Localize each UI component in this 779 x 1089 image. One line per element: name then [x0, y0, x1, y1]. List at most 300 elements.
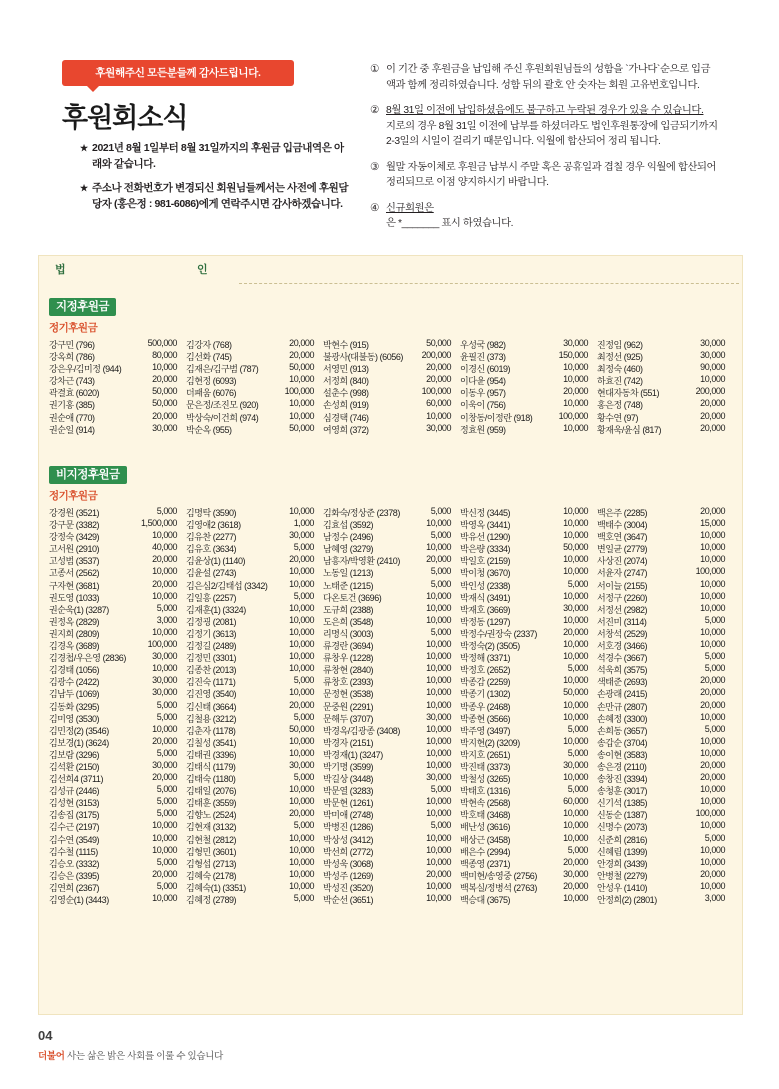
- donor-name: 안경희 (3439): [597, 858, 648, 869]
- donor-entry: [460, 615, 593, 627]
- donor-name: 강정숙 (3429): [49, 532, 100, 543]
- donor-entry: [597, 615, 730, 627]
- donor-entry: [49, 712, 182, 724]
- donor-amount: 10,000: [563, 699, 588, 710]
- donor-amount: 30,000: [563, 759, 588, 770]
- donor-amount: 30,000: [289, 759, 314, 770]
- donor-name: 박은량 (3334): [460, 544, 511, 555]
- donor-name: 권순일 (914): [49, 424, 95, 435]
- donor-name: 곽결효 (6020): [49, 388, 100, 399]
- donor-name: 김현철 (2812): [186, 834, 237, 845]
- donor-amount: 200,000: [695, 386, 725, 397]
- donor-name: 김향노 (2524): [186, 810, 237, 821]
- donor-entry: [460, 712, 593, 724]
- donor-entry: [49, 338, 182, 350]
- donor-amount: 10,000: [426, 614, 451, 625]
- donor-entry: [323, 663, 456, 675]
- donor-amount: 20,000: [426, 868, 451, 879]
- donor-entry: [323, 350, 456, 362]
- donor-entry: [323, 591, 456, 603]
- donor-amount: 10,000: [700, 844, 725, 855]
- donor-amount: 30,000: [426, 772, 451, 783]
- donor-name: 김선희4 (3711): [49, 774, 103, 785]
- donor-amount: 90,000: [700, 362, 725, 373]
- donor-name: 문해두 (3707): [323, 713, 374, 724]
- donor-entry: [49, 760, 182, 772]
- donor-entry: [186, 542, 319, 554]
- donor-entry: [460, 506, 593, 518]
- donor-entry: [323, 566, 456, 578]
- donor-name: 신준희 (2816): [597, 834, 648, 845]
- donor-entry: [49, 398, 182, 410]
- right-note-underlined: 신규회원은: [386, 202, 434, 214]
- donor-entry: [597, 627, 730, 639]
- donor-amount: 10,000: [563, 675, 588, 686]
- donor-amount: 10,000: [700, 639, 725, 650]
- donor-amount: 10,000: [700, 856, 725, 867]
- donor-name: 남흥자/박영환 (2410): [323, 556, 400, 567]
- donor-name: 김광수 (2422): [49, 677, 100, 688]
- footer-tagline: [38, 1048, 223, 1062]
- donor-name: 박정수/권장숙 (2337): [460, 628, 537, 639]
- donor-name: 권순애 (770): [49, 412, 95, 423]
- donor-amount: 10,000: [289, 784, 314, 795]
- donor-entry: [597, 663, 730, 675]
- donor-name: 박상성 (3412): [323, 834, 374, 845]
- donor-amount: 10,000: [289, 566, 314, 577]
- donor-name: 배난성 (3616): [460, 822, 511, 833]
- donor-amount: 50,000: [289, 422, 314, 433]
- donor-amount: 10,000: [563, 590, 588, 601]
- donor-entry: [597, 675, 730, 687]
- donor-entry: [460, 675, 593, 687]
- donor-entry: [49, 820, 182, 832]
- left-note: [80, 140, 350, 172]
- donor-entry: [186, 398, 319, 410]
- donor-amount: 60,000: [563, 796, 588, 807]
- donor-name: 박순선 (3651): [323, 895, 374, 905]
- donor-entry: [597, 639, 730, 651]
- donor-name: 김민정(2) (3546): [49, 725, 109, 736]
- donor-entry: [460, 350, 593, 362]
- donor-name: 김미영 (3530): [49, 713, 100, 724]
- donor-name: 노동일 (1213): [323, 568, 374, 579]
- donor-name: 안성우 (1410): [597, 882, 648, 893]
- donor-entry: [323, 374, 456, 386]
- donor-entry: [597, 893, 730, 905]
- donor-entry: [323, 651, 456, 663]
- donor-name: 서영민 (913): [323, 364, 369, 375]
- donor-name: 박현수 (915): [323, 340, 369, 350]
- donor-amount: 10,000: [426, 844, 451, 855]
- donor-name: 김재훈(1) (3324): [186, 604, 246, 615]
- donor-amount: 5,000: [156, 747, 177, 758]
- donor-entry: [49, 627, 182, 639]
- donor-name: 박종감 (2259): [460, 677, 511, 688]
- donor-amount: 10,000: [700, 880, 725, 891]
- donor-entry: [323, 857, 456, 869]
- donor-amount: 80,000: [152, 350, 177, 361]
- donor-amount: 100,000: [558, 410, 588, 421]
- donor-entry: [186, 712, 319, 724]
- donor-entry: [460, 820, 593, 832]
- donor-amount: 10,000: [426, 410, 451, 421]
- tab-law[interactable]: 법: [45, 256, 76, 284]
- donor-name: 여영희 (372): [323, 424, 369, 435]
- section-head-undesignated: 비지정후원금: [49, 466, 127, 484]
- donor-entry: [49, 663, 182, 675]
- donor-amount: 20,000: [289, 554, 314, 565]
- donor-name: 박인성 (2338): [460, 580, 511, 591]
- donor-amount: 10,000: [426, 893, 451, 903]
- donor-amount: 20,000: [700, 868, 725, 879]
- donor-amount: 5,000: [293, 590, 314, 601]
- donor-entry: [49, 869, 182, 881]
- donor-name: 노태준 (1215): [323, 580, 374, 591]
- donor-amount: 10,000: [289, 868, 314, 879]
- donor-amount: 20,000: [563, 386, 588, 397]
- donor-amount: 5,000: [156, 880, 177, 891]
- donor-amount: 10,000: [563, 518, 588, 529]
- donor-entry: [460, 845, 593, 857]
- donor-amount: 10,000: [563, 422, 588, 433]
- donor-entry: [460, 566, 593, 578]
- donor-name: 박주영 (3497): [460, 725, 511, 736]
- right-note: [370, 201, 725, 232]
- donor-amount: 20,000: [426, 374, 451, 385]
- donor-entry: [323, 615, 456, 627]
- donor-entry: [597, 820, 730, 832]
- donor-entry: [186, 579, 319, 591]
- donor-entry: [186, 772, 319, 784]
- donor-column: [460, 338, 593, 435]
- donor-name: 김수연 (3549): [49, 834, 100, 845]
- right-note-line: 지로의 경우 8월 31일 이전에 납부를 하셨더라도 법인후원통장에 입금되기까지: [386, 120, 718, 132]
- donor-amount: 30,000: [700, 338, 725, 348]
- donor-name: 강차근 (743): [49, 376, 95, 387]
- donor-name: 김동화 (3295): [49, 701, 100, 712]
- donor-list-panel: [38, 255, 743, 1015]
- donor-amount: 10,000: [563, 820, 588, 831]
- donor-entry: [49, 386, 182, 398]
- donor-entry: [49, 639, 182, 651]
- donor-name: 서진미 (3114): [597, 616, 647, 627]
- donor-entry: [597, 833, 730, 845]
- donor-entry: [186, 554, 319, 566]
- donor-entry: [460, 772, 593, 784]
- donor-entry: [49, 772, 182, 784]
- donor-entry: [460, 724, 593, 736]
- donor-entry: [460, 411, 593, 423]
- donor-amount: 20,000: [700, 422, 725, 433]
- page-number: 04: [38, 1028, 53, 1043]
- donor-amount: 10,000: [289, 626, 314, 637]
- donor-entry: [49, 808, 182, 820]
- donor-name: 박문열 (3283): [323, 786, 374, 797]
- donor-amount: 20,000: [426, 554, 451, 565]
- donor-name: 김윤설 (2743): [186, 568, 237, 579]
- donor-name: 송청훈 (3017): [597, 786, 648, 797]
- donor-amount: 30,000: [152, 651, 177, 662]
- donor-name: 박성욱 (3068): [323, 858, 374, 869]
- donor-amount: 10,000: [152, 893, 177, 903]
- footer-accent-text: 더불어: [38, 1051, 65, 1062]
- donor-entry: [323, 542, 456, 554]
- donor-amount: 10,000: [426, 880, 451, 891]
- donor-entry: [597, 591, 730, 603]
- donor-entry: [186, 820, 319, 832]
- donor-name: 류창호 (2393): [323, 677, 374, 688]
- donor-name: 리명식 (3003): [323, 628, 374, 639]
- donor-entry: [597, 554, 730, 566]
- donor-name: 남혜영 (3279): [323, 544, 374, 555]
- donor-entry: [597, 881, 730, 893]
- donor-name: 박순옥 (955): [186, 424, 232, 435]
- donor-name: 김진숙 (1171): [186, 677, 236, 688]
- donor-entry: [186, 736, 319, 748]
- donor-entry: [186, 893, 319, 905]
- donor-entry: [49, 579, 182, 591]
- donor-name: 김석환 (2150): [49, 761, 100, 772]
- donor-entry: [597, 724, 730, 736]
- donor-entry: [323, 627, 456, 639]
- donor-entry: [49, 411, 182, 423]
- tab-person[interactable]: 인: [187, 256, 218, 284]
- donor-entry: [323, 687, 456, 699]
- left-notes: [80, 140, 350, 220]
- donor-entry: [597, 857, 730, 869]
- donor-amount: 20,000: [289, 350, 314, 361]
- donor-amount: 5,000: [704, 663, 725, 674]
- left-note-text: 2021년 8월 1일부터 8월 31일까지의 후원금 입금내역은 아래와 같습니다.: [92, 142, 344, 170]
- right-note-underlined: 8월 31일 이전에 납입하셨음에도 불구하고 누락된 경우가 있을 수 있습니다.: [386, 105, 704, 116]
- right-note-number: ②: [370, 105, 379, 116]
- donor-amount: 5,000: [293, 675, 314, 686]
- donor-name: 김유찬 (2277): [186, 532, 237, 543]
- donor-name: 문중원 (2291): [323, 701, 374, 712]
- donor-amount: 10,000: [700, 578, 725, 589]
- donor-entry: [323, 398, 456, 410]
- donor-name: 박기명 (3599): [323, 761, 374, 772]
- donor-name: 배상근 (3458): [460, 834, 511, 845]
- donor-entry: [597, 736, 730, 748]
- donor-entry: [460, 554, 593, 566]
- right-note-number: ③: [370, 161, 379, 173]
- donor-entry: [323, 736, 456, 748]
- donor-amount: 60,000: [426, 398, 451, 409]
- donor-name: 백승대 (3675): [460, 895, 511, 905]
- donor-entry: [323, 338, 456, 350]
- donor-name: 박정해 (3371): [460, 653, 511, 664]
- donor-amount: 10,000: [426, 735, 451, 746]
- donor-amount: 30,000: [152, 687, 177, 698]
- donor-entry: [460, 398, 593, 410]
- donor-name: 서창석 (2529): [597, 628, 648, 639]
- donor-name: 김보람 (3296): [49, 749, 100, 760]
- donor-name: 백미현/송영중 (2756): [460, 870, 537, 881]
- donor-amount: 100,000: [695, 808, 725, 819]
- donor-name: 김형민 (3601): [186, 846, 237, 857]
- donor-amount: 5,000: [567, 663, 588, 674]
- donor-amount: 10,000: [289, 844, 314, 855]
- donor-amount: 30,000: [289, 530, 314, 541]
- donor-entry: [49, 675, 182, 687]
- donor-amount: 50,000: [152, 386, 177, 397]
- donor-name: 김영애2 (3618): [186, 520, 241, 531]
- donor-amount: 5,000: [704, 723, 725, 734]
- donor-entry: [186, 350, 319, 362]
- donor-entry: [49, 423, 182, 435]
- donor-amount: 10,000: [152, 626, 177, 637]
- donor-amount: 10,000: [426, 747, 451, 758]
- donor-amount: 10,000: [426, 663, 451, 674]
- donor-amount: 20,000: [152, 735, 177, 746]
- donor-entry: [186, 338, 319, 350]
- donor-name: 손희동 (3657): [597, 725, 648, 736]
- donor-entry: [323, 506, 456, 518]
- star-icon: ★: [80, 143, 88, 153]
- donor-name: 손혜정 (3300): [597, 713, 648, 724]
- donor-amount: 10,000: [426, 639, 451, 650]
- donor-entry: [460, 639, 593, 651]
- donor-amount: 5,000: [430, 626, 451, 637]
- donor-entry: [186, 808, 319, 820]
- donor-amount: 5,000: [293, 893, 314, 903]
- donor-name: 강옥희 (786): [49, 352, 95, 363]
- donor-entry: [49, 724, 182, 736]
- donor-amount: 10,000: [289, 374, 314, 385]
- donor-entry: [597, 350, 730, 362]
- donor-amount: 5,000: [430, 820, 451, 831]
- donor-amount: 200,000: [421, 350, 451, 361]
- donor-amount: 10,000: [289, 410, 314, 421]
- donor-entry: [460, 518, 593, 530]
- donor-name: 사상진 (2074): [597, 556, 648, 567]
- donor-entry: [186, 796, 319, 808]
- donor-amount: 20,000: [700, 759, 725, 770]
- donor-entry: [323, 639, 456, 651]
- donor-amount: 10,000: [426, 723, 451, 734]
- donor-amount: 10,000: [700, 796, 725, 807]
- donor-amount: 10,000: [426, 687, 451, 698]
- section-sub-undesignated: 정기후원금: [49, 490, 98, 502]
- donor-amount: 20,000: [563, 856, 588, 867]
- donor-name: 김보경(1) (3624): [49, 737, 109, 748]
- donor-entry: [597, 808, 730, 820]
- donor-amount: 10,000: [700, 374, 725, 385]
- donor-column: [597, 506, 730, 905]
- donor-amount: 20,000: [700, 675, 725, 686]
- donor-amount: 50,000: [289, 723, 314, 734]
- donor-name: 김선화 (745): [186, 352, 232, 363]
- donor-amount: 10,000: [563, 554, 588, 565]
- donor-amount: 10,000: [563, 506, 588, 516]
- donor-entry: [597, 712, 730, 724]
- donor-amount: 10,000: [152, 723, 177, 734]
- donor-name: 도은희 (3548): [323, 616, 374, 627]
- donor-entry: [460, 833, 593, 845]
- donor-name: 우성국 (982): [460, 340, 506, 350]
- donor-name: 김춘자 (1178): [186, 725, 236, 736]
- donor-name: 박상숙/이건희 (974): [186, 412, 259, 423]
- donor-entry: [597, 374, 730, 386]
- donor-entry: [49, 374, 182, 386]
- donor-entry: [323, 760, 456, 772]
- donor-entry: [597, 542, 730, 554]
- donor-name: 김경태 (1056): [49, 665, 100, 676]
- donor-name: 박재호 (3669): [460, 604, 511, 615]
- donor-entry: [460, 784, 593, 796]
- donor-amount: 10,000: [289, 651, 314, 662]
- donor-amount: 10,000: [563, 398, 588, 409]
- donor-name: 박병진 (1286): [323, 822, 374, 833]
- donor-name: 강구민 (796): [49, 340, 95, 350]
- donor-entry: [323, 579, 456, 591]
- donor-amount: 10,000: [563, 639, 588, 650]
- donor-amount: 5,000: [430, 784, 451, 795]
- donor-entry: [49, 700, 182, 712]
- donor-amount: 10,000: [563, 735, 588, 746]
- donor-name: 진정임 (962): [597, 340, 643, 350]
- donor-amount: 10,000: [700, 711, 725, 722]
- donor-name: 권정옥 (2829): [49, 616, 100, 627]
- donor-amount: 10,000: [152, 820, 177, 831]
- donor-entry: [49, 542, 182, 554]
- donor-name: 박길상 (3448): [323, 774, 374, 785]
- donor-name: 류창우 (1228): [323, 653, 374, 664]
- donor-name: 권순욱(1) (3287): [49, 604, 109, 615]
- right-note: [370, 103, 725, 150]
- donor-name: 김현정 (6093): [186, 376, 237, 387]
- donor-entry: [597, 566, 730, 578]
- donor-amount: 5,000: [567, 747, 588, 758]
- donor-name: 박정동 (1297): [460, 616, 511, 627]
- donor-entry: [186, 639, 319, 651]
- donor-amount: 30,000: [563, 602, 588, 613]
- donor-amount: 10,000: [563, 614, 588, 625]
- section-sub-designated: 정기후원금: [49, 322, 98, 334]
- donor-name: 김태일 (2076): [186, 786, 237, 797]
- donor-entry: [49, 687, 182, 699]
- donor-amount: 20,000: [426, 362, 451, 373]
- donor-name: 김효섭 (3592): [323, 520, 374, 531]
- donor-name: 서정선 (2982): [597, 604, 648, 615]
- donor-name: 김재은/김구범 (787): [186, 364, 259, 375]
- donor-entry: [323, 724, 456, 736]
- donor-entry: [186, 845, 319, 857]
- donor-amount: 10,000: [563, 362, 588, 373]
- donor-name: 박경자 (2151): [323, 737, 374, 748]
- donor-entry: [460, 362, 593, 374]
- donor-entry: [597, 869, 730, 881]
- donor-name: 송이현 (3583): [597, 749, 648, 760]
- donor-entry: [186, 603, 319, 615]
- donor-entry: [597, 687, 730, 699]
- donor-name: 김정길 (2489): [186, 641, 237, 652]
- donor-entry: [597, 386, 730, 398]
- donor-name: 문정현 (3538): [323, 689, 374, 700]
- donor-amount: 10,000: [289, 832, 314, 843]
- donor-amount: 20,000: [152, 772, 177, 783]
- donor-amount: 5,000: [293, 820, 314, 831]
- donor-entry: [186, 386, 319, 398]
- right-note-line: 2-3일의 시일이 걸리기 때문입니다. 익월에 합산되어 정리 됩니다.: [386, 136, 661, 147]
- donor-amount: 5,000: [156, 602, 177, 613]
- donor-amount: 10,000: [426, 832, 451, 843]
- divider: [239, 283, 739, 284]
- donor-amount: 10,000: [289, 398, 314, 409]
- donor-amount: 15,000: [700, 518, 725, 529]
